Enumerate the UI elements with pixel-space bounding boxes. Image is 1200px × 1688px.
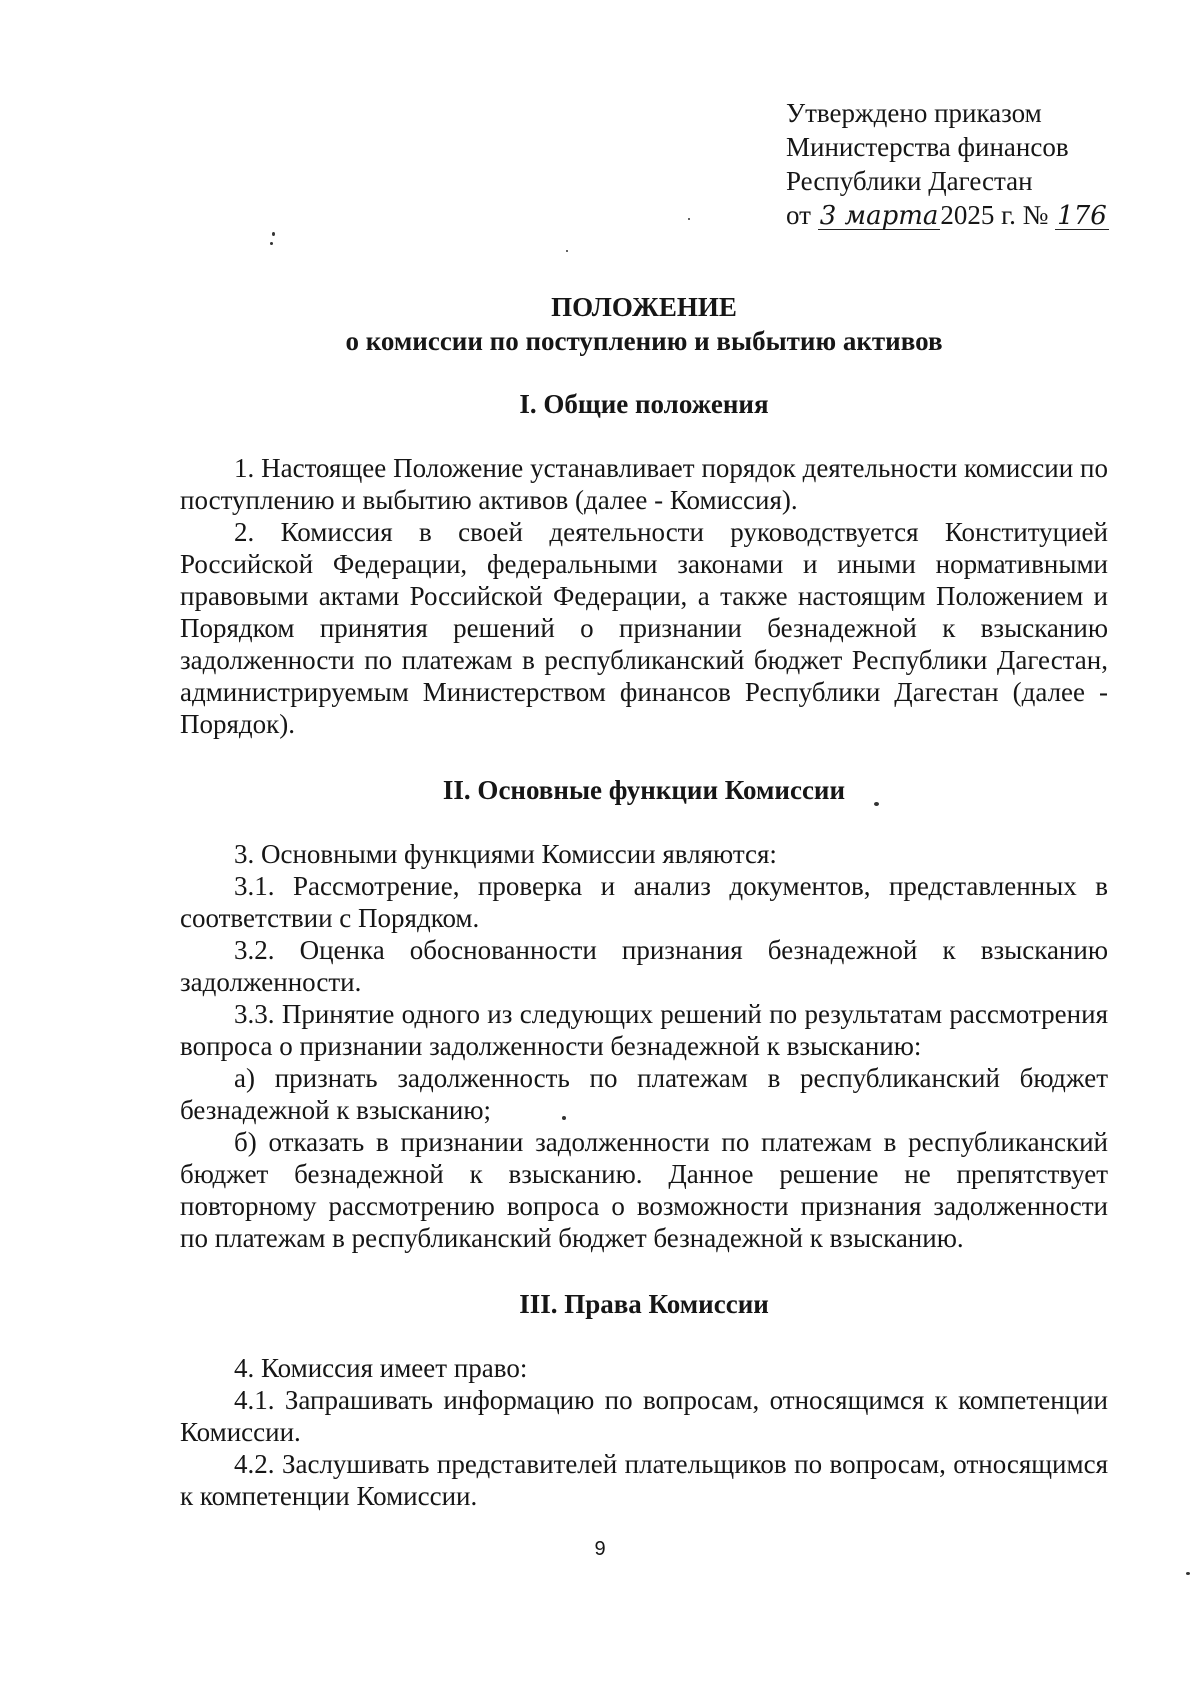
section-heading-2: II. Основные функции Комиссии bbox=[442, 775, 846, 805]
scan-speck bbox=[270, 242, 273, 245]
title-main: ПОЛОЖЕНИЕ bbox=[551, 292, 737, 322]
document-title bbox=[180, 290, 1108, 358]
approval-year: 2025 г. № bbox=[940, 200, 1049, 230]
paragraph: 3. Основными функциями Комиссии являются: bbox=[234, 839, 777, 869]
approval-line-3: Республики Дагестан bbox=[786, 166, 1033, 196]
paragraph: 2. Комиссия в своей деятельности руководствуется Конституцией Российской Федерации, федеральными законами и иными нормативными правовыми актами Российской Федерации, а также настоящим Положением и Порядком принятия решений о признании безнадежной к взысканию задолженности по платежам в республиканский бюджет Республики Дагестан, администрируемым Министерством финансов Республики Дагестан (далее - Порядок). bbox=[180, 517, 1108, 739]
paragraph: 3.1. Рассмотрение, проверка и анализ документов, представленных в соответствии с Порядком. bbox=[180, 871, 1108, 933]
approval-stamp-block bbox=[786, 96, 1109, 232]
approval-prefix: от bbox=[786, 200, 811, 230]
paragraph: 4.2. Заслушивать представителей плательщиков по вопросам, относящимся к компетенции Комиссии. bbox=[180, 1449, 1108, 1511]
scan-speck bbox=[874, 802, 879, 806]
approval-line-2: Министерства финансов bbox=[786, 132, 1069, 162]
paragraph: 1. Настоящее Положение устанавливает порядок деятельности комиссии по поступлению и выбытию активов (далее - Комиссия). bbox=[180, 453, 1108, 515]
scan-speck bbox=[1186, 1572, 1190, 1575]
section-1-body bbox=[180, 452, 1108, 740]
title-subtitle: о комиссии по поступлению и выбытию активов bbox=[345, 326, 943, 356]
scan-speck bbox=[562, 1116, 566, 1120]
paragraph: а) признать задолженность по платежам в республиканский бюджет безнадежной к взысканию; bbox=[180, 1063, 1108, 1125]
handwritten-order-number: 176 bbox=[1057, 201, 1107, 231]
scan-speck bbox=[688, 218, 690, 220]
page-number: 9 bbox=[594, 1538, 606, 1560]
paragraph: 4.1. Запрашивать информацию по вопросам, относящимся к компетенции Комиссии. bbox=[180, 1385, 1108, 1447]
handwritten-date: 3 марта bbox=[819, 201, 939, 231]
section-heading-1: I. Общие положения bbox=[519, 389, 769, 419]
section-heading-3: III. Права Комиссии bbox=[519, 1289, 769, 1319]
approval-line-4 bbox=[786, 198, 1109, 232]
approval-line-1: Утверждено приказом bbox=[786, 98, 1042, 128]
scan-speck bbox=[272, 232, 275, 236]
section-2-body bbox=[180, 838, 1108, 1254]
paragraph: 3.3. Принятие одного из следующих решений по результатам рассмотрения вопроса о признании задолженности безнадежной к взысканию: bbox=[180, 999, 1108, 1061]
scan-speck bbox=[566, 250, 568, 252]
paragraph: б) отказать в признании задолженности по платежам в республиканский бюджет безнадежной к взысканию. Данное решение не препятствует повторному рассмотрению вопроса о возможности признания задолженности по платежам в республиканский бюджет безнадежной к взысканию. bbox=[180, 1127, 1108, 1253]
paragraph: 3.2. Оценка обоснованности признания безнадежной к взысканию задолженности. bbox=[180, 935, 1108, 997]
section-3-body bbox=[180, 1352, 1108, 1512]
paragraph: 4. Комиссия имеет право: bbox=[234, 1353, 528, 1383]
